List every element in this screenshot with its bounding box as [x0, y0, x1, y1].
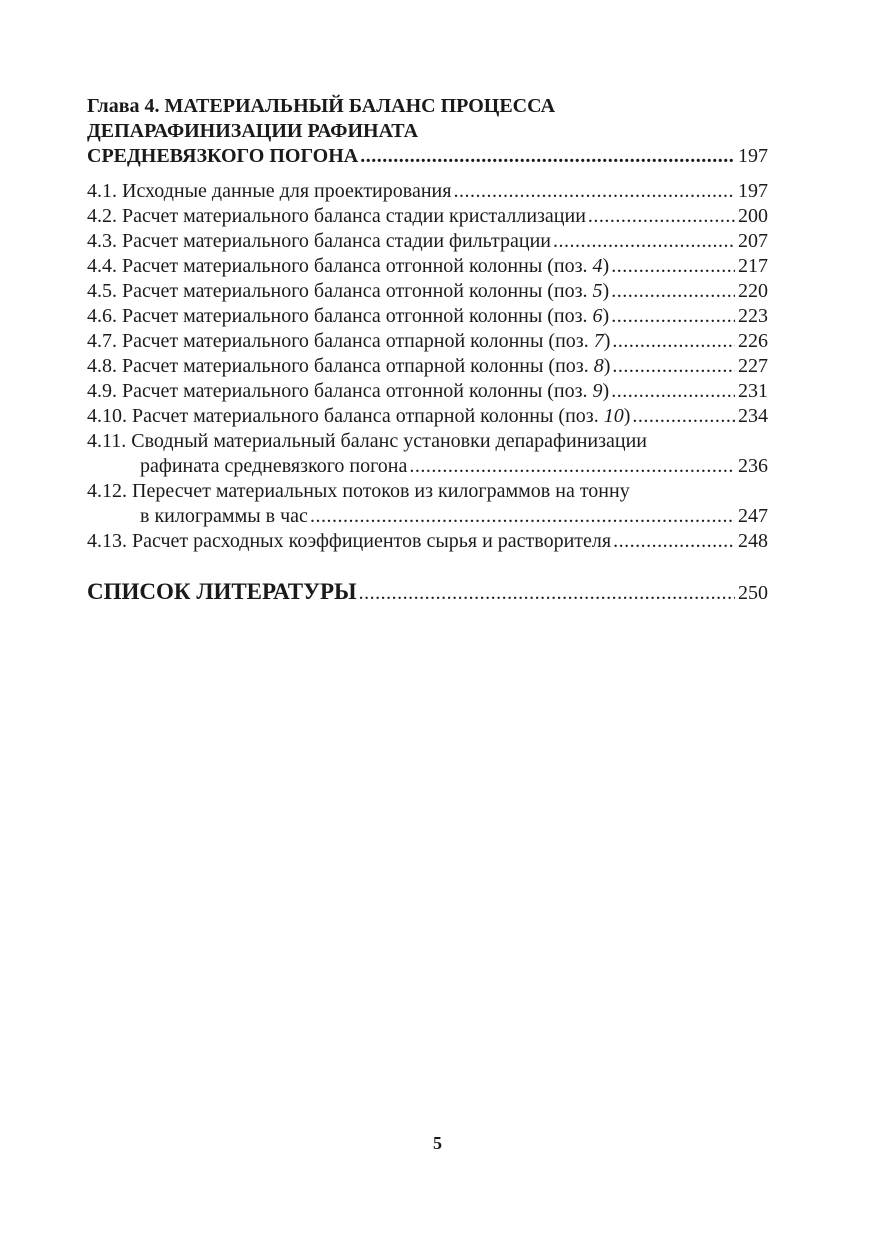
leader-dots [613, 529, 735, 554]
toc-entry-4-12-line-1[interactable] [87, 479, 768, 504]
entry-text: 4.11. Сводный материальный баланс установки депарафинизации [87, 430, 647, 452]
toc-entry-4-10[interactable] [87, 404, 768, 429]
leader-dots [359, 578, 735, 608]
chapter-title-line-1: Глава 4. МАТЕРИАЛЬНЫЙ БАЛАНС ПРОЦЕССА [87, 95, 556, 117]
toc-entry-4-12-line-2[interactable] [87, 504, 768, 529]
entry-text: 4.12. Пересчет материальных потоков из килограммов на тонну [87, 480, 630, 502]
toc-entry-4-1[interactable] [87, 179, 768, 204]
entry-page: 223 [738, 305, 768, 327]
leader-dots [310, 504, 735, 529]
entry-text: в килограммы в час [140, 505, 308, 527]
entry-text: рафината средневязкого погона [140, 455, 408, 477]
leader-dots [611, 279, 735, 304]
literature-page: 250 [738, 582, 768, 604]
toc-entry-4-11-line-2[interactable] [87, 454, 768, 479]
entry-page: 207 [738, 230, 768, 252]
entry-text: 4.7. Расчет материального баланса отпарной колонны (поз. 7) [87, 330, 611, 352]
toc-entry-4-2[interactable] [87, 204, 768, 229]
position-number: 4 [592, 255, 603, 277]
leader-dots [611, 304, 735, 329]
position-number: 5 [592, 280, 603, 302]
leader-dots [553, 229, 735, 254]
toc-entry-4-6[interactable] [87, 304, 768, 329]
position-number: 6 [592, 305, 603, 327]
entry-text: 4.5. Расчет материального баланса отгонной колонны (поз. 5) [87, 280, 610, 302]
entry-page: 248 [738, 530, 768, 552]
entry-page: 217 [738, 255, 768, 277]
entry-page: 197 [738, 180, 768, 202]
chapter-page: 197 [738, 145, 768, 167]
leader-dots [360, 144, 735, 169]
leader-dots [612, 354, 735, 379]
entry-text: 4.9. Расчет материального баланса отгонной колонны (поз. 9) [87, 380, 610, 402]
entry-text: 4.3. Расчет материального баланса стадии фильтрации [87, 230, 551, 252]
leader-dots [588, 204, 735, 229]
position-number: 8 [593, 355, 604, 377]
leader-dots [453, 179, 735, 204]
toc-entry-4-11-line-1[interactable] [87, 429, 768, 454]
toc-entry-4-3[interactable] [87, 229, 768, 254]
literature-title: СПИСОК ЛИТЕРАТУРЫ [87, 579, 357, 604]
entry-text: 4.8. Расчет материального баланса отпарной колонны (поз. 8) [87, 355, 611, 377]
entry-text: 4.13. Расчет расходных коэффициентов сырья и растворителя [87, 530, 612, 552]
toc-entry-4-9[interactable] [87, 379, 768, 404]
entry-page: 227 [738, 355, 768, 377]
toc-entry-4-7[interactable] [87, 329, 768, 354]
leader-dots [632, 404, 735, 429]
toc-entry-4-5[interactable] [87, 279, 768, 304]
entry-text: 4.2. Расчет материального баланса стадии кристаллизации [87, 205, 586, 227]
leader-dots [409, 454, 735, 479]
position-number: 10 [603, 405, 624, 427]
position-number: 7 [593, 330, 604, 352]
toc-entry-4-8[interactable] [87, 354, 768, 379]
toc-entry-4-13[interactable] [87, 529, 768, 554]
entry-page: 234 [738, 405, 768, 427]
page-number: 5 [433, 1133, 442, 1153]
entry-text: 4.10. Расчет материального баланса отпарной колонны (поз. 10) [87, 405, 631, 427]
leader-dots [612, 329, 735, 354]
entry-page: 200 [738, 205, 768, 227]
entry-page: 247 [738, 505, 768, 527]
position-number: 9 [592, 380, 603, 402]
table-of-contents [87, 94, 768, 607]
toc-entry-literature[interactable] [87, 577, 768, 607]
chapter-title-line-3[interactable] [87, 144, 768, 169]
entry-page: 236 [738, 455, 768, 477]
entry-page: 226 [738, 330, 768, 352]
chapter-title-text: СРЕДНЕВЯЗКОГО ПОГОНА [87, 145, 359, 167]
entry-page: 220 [738, 280, 768, 302]
entry-text: 4.1. Исходные данные для проектирования [87, 180, 452, 202]
leader-dots [611, 254, 735, 279]
entry-text: 4.4. Расчет материального баланса отгонной колонны (поз. 4) [87, 255, 610, 277]
leader-dots [611, 379, 735, 404]
toc-entry-4-4[interactable] [87, 254, 768, 279]
entry-page: 231 [738, 380, 768, 402]
chapter-title-line-2: ДЕПАРАФИНИЗАЦИИ РАФИНАТА [87, 120, 419, 142]
entry-text: 4.6. Расчет материального баланса отгонной колонны (поз. 6) [87, 305, 610, 327]
